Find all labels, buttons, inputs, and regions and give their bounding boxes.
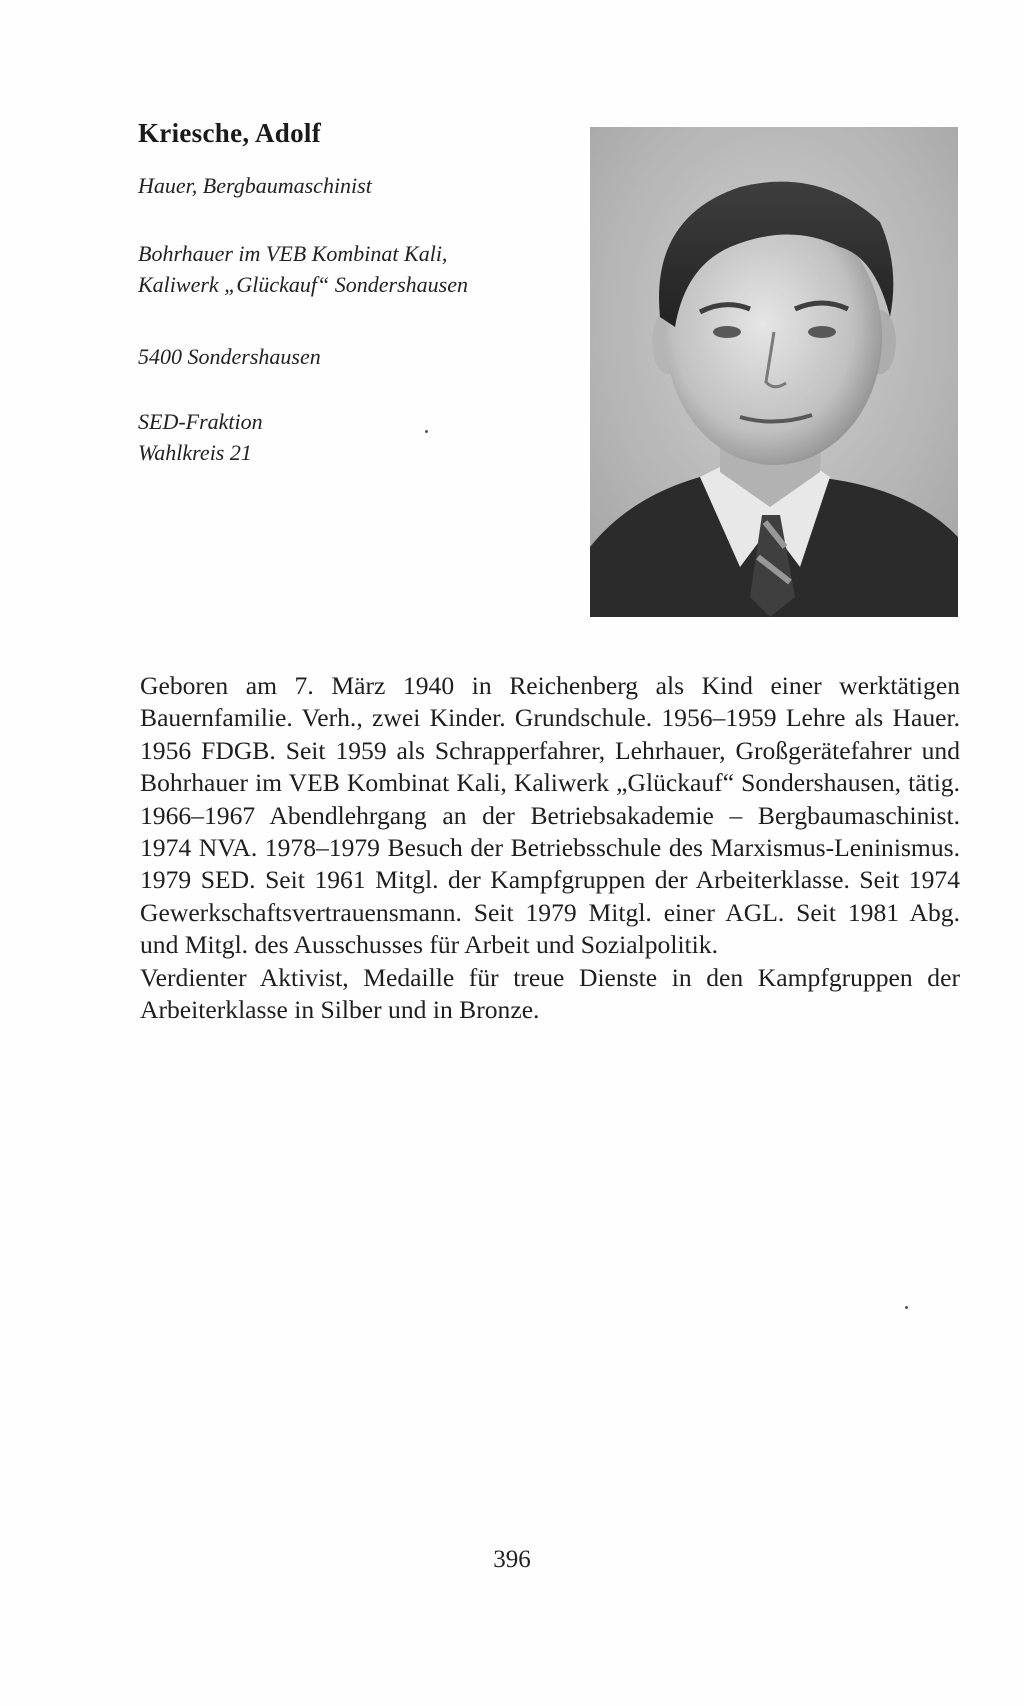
biography-paragraph: Verdienter Aktivist, Medaille für treue Dienste in den Kampfgruppen der Arbeiterklasse in Silber und in Bronze. — [140, 962, 960, 1025]
person-name: Kriesche, Adolf — [138, 118, 321, 148]
address: 5400 Sondershausen — [138, 344, 321, 369]
profession-block — [138, 170, 558, 201]
page-number: 396 — [493, 1546, 531, 1573]
faction-block — [138, 406, 558, 468]
workplace-line-2: Kaliwerk „Glückauf“ Sondershausen — [138, 272, 468, 297]
biography — [140, 670, 960, 1026]
constituency: Wahlkreis 21 — [138, 440, 252, 465]
profession: Hauer, Bergbaumaschinist — [138, 173, 372, 198]
workplace-line-1: Bohrhauer im VEB Kombinat Kali, — [138, 241, 448, 266]
print-speck — [905, 1306, 908, 1309]
faction: SED-Fraktion — [138, 409, 263, 434]
portrait-photo — [590, 127, 958, 617]
workplace-block — [138, 238, 558, 300]
biography-paragraph: Geboren am 7. März 1940 in Reichenberg als Kind einer werktätigen Bauernfamilie. Verh., zwei Kinder. Grundschule. 1956–1959 Lehre als Hauer. 1956 FDGB. Seit 1959 als Schrapperfahrer, Lehrhauer, Großgerätefahrer und Bohrhauer im VEB Kombinat Kali, Kaliwerk „Glückauf“ Sondershausen, tätig. 1966–1967 Abendlehrgang an der Betriebsakademie – Bergbaumaschinist. 1974 NVA. 1978–1979 Besuch der Betriebsschule des Marxismus-Leninismus. 1979 SED. Seit 1961 Mitgl. der Kampfgruppen der Arbeiterklasse. Seit 1974 Gewerkschaftsvertrauensmann. Seit 1979 Mitgl. einer AGL. Seit 1981 Abg. und Mitgl. des Ausschusses für Arbeit und Sozialpolitik. — [140, 671, 960, 960]
print-speck — [425, 430, 428, 433]
address-block — [138, 341, 558, 372]
